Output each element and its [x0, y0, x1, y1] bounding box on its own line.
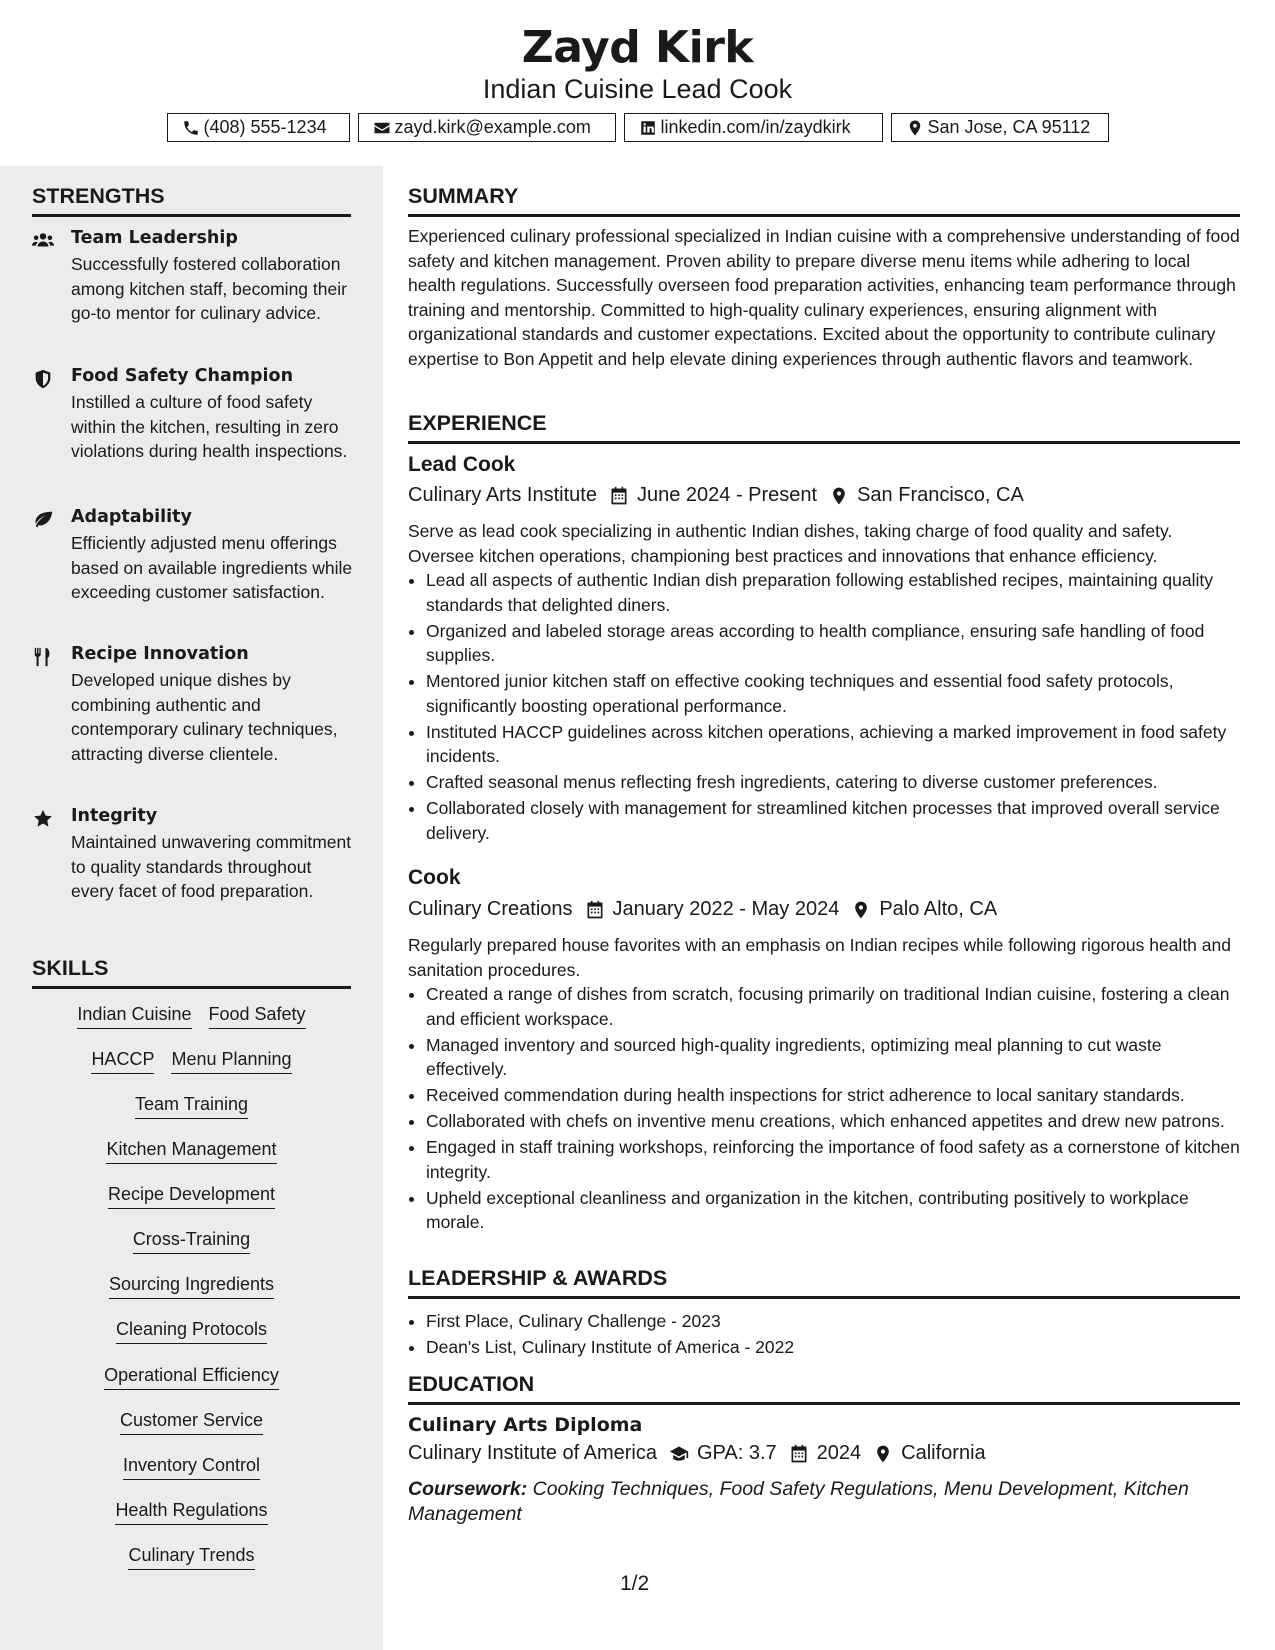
calendar-icon [585, 900, 605, 920]
skill-tag: Inventory Control [123, 1455, 260, 1480]
skill-tag: Team Training [135, 1094, 248, 1119]
skill-row [32, 1184, 351, 1209]
skills-heading: SKILLS [32, 956, 351, 989]
shield-icon [32, 369, 56, 389]
job-meta [408, 484, 1024, 507]
education-location: California [901, 1442, 986, 1464]
location-text: San Jose, CA 95112 [927, 117, 1091, 137]
skill-tag: Culinary Trends [128, 1545, 254, 1570]
job-title: Lead Cook [408, 453, 516, 476]
skill-tag: HACCP [91, 1049, 154, 1074]
job-company: Culinary Creations [408, 898, 573, 920]
calendar-icon [789, 1444, 809, 1464]
coursework-text: Cooking Techniques, Food Safety Regulations, Menu Development, Kitchen Management [408, 1478, 1189, 1525]
map-pin-icon [906, 119, 924, 137]
email-text: zayd.kirk@example.com [394, 117, 591, 137]
skill-tag: Food Safety [209, 1004, 306, 1029]
strength-desc: Successfully fostered collaboration among kitchen staff, becoming their go-to mentor for culinary advice. [71, 254, 347, 323]
job-bullets [408, 982, 1240, 1236]
skill-row [32, 1545, 351, 1570]
strength-title: Integrity [71, 806, 158, 826]
skill-row [32, 1049, 351, 1074]
education-meta [408, 1442, 986, 1465]
contact-email[interactable] [358, 113, 616, 142]
education-degree: Culinary Arts Diploma [408, 1414, 643, 1436]
experience-heading: EXPERIENCE [408, 411, 1240, 444]
awards-list [408, 1309, 1240, 1361]
strengths-heading: STRENGTHS [32, 184, 351, 217]
star-icon [32, 809, 56, 829]
job-company: Culinary Arts Institute [408, 484, 597, 506]
job-dates: June 2024 - Present [636, 484, 818, 506]
job-title: Cook [408, 866, 461, 889]
map-pin-icon [851, 900, 871, 920]
summary-text: Experienced culinary professional specialized in Indian cuisine with a comprehensive understanding of food safety and kitchen management. Proven ability to prepare diverse menu items while adhering to local health regulations. Successfully overseen food preparation activities, enhancing team performance through training and mentorship. Committed to high-quality culinary experiences, ensuring alignment with organizational standards and customer expectations. Excited about the opportunity to contribute culinary expertise to Bon Appetit and help elevate dining experiences through authentic flavors and teamwork. [408, 226, 1240, 369]
skill-tag: Cleaning Protocols [116, 1319, 267, 1344]
list-item: • Mentored junior kitchen staff on effective cooking techniques and essential food safety protocols, significantly boosting operational performance. [426, 669, 1240, 718]
strength-title: Recipe Innovation [71, 644, 249, 664]
coursework-label: Coursework: [408, 1478, 528, 1500]
skill-tag: Menu Planning [171, 1049, 291, 1074]
strength-title: Team Leadership [71, 228, 238, 248]
page-number: 1/2 [620, 1572, 650, 1595]
job-description: Serve as lead cook specializing in authentic Indian dishes, taking charge of food quality and safety. Oversee kitchen operations, championing best practices and innovations that enhance efficiency. [408, 521, 1173, 566]
skill-row [32, 1455, 351, 1480]
map-pin-icon [829, 486, 849, 506]
job-bullets [408, 568, 1240, 847]
strength-desc: Instilled a culture of food safety within the kitchen, resulting in zero violations during health inspections. [71, 392, 348, 461]
utensils-icon [32, 647, 56, 667]
strength-desc: Maintained unwavering commitment to quality standards throughout every facet of food preparation. [71, 832, 352, 901]
list-item: • Received commendation during health inspections for strict adherence to local sanitary standards. [426, 1083, 1240, 1108]
skill-tag: Customer Service [120, 1410, 263, 1435]
resume-header [0, 0, 1275, 166]
map-pin-icon [873, 1444, 893, 1464]
awards-heading: LEADERSHIP & AWARDS [408, 1266, 1240, 1299]
list-item: • First Place, Culinary Challenge - 2023 [426, 1309, 1240, 1334]
education-gpa: GPA: 3.7 [697, 1442, 777, 1464]
candidate-name: Zayd Kirk [521, 22, 754, 73]
list-item: • Crafted seasonal menus reflecting fresh ingredients, catering to diverse customer preferences. [426, 770, 1240, 795]
education-year: 2024 [816, 1442, 862, 1464]
skill-row [32, 1274, 351, 1299]
contact-location [891, 113, 1109, 142]
list-item: • Collaborated closely with management for streamlined kitchen processes that improved overall service delivery. [426, 796, 1240, 845]
job-meta [408, 898, 997, 921]
linkedin-text: linkedin.com/in/zaydkirk [660, 117, 851, 137]
list-item: • Managed inventory and sourced high-quality ingredients, optimizing meal planning to cut waste effectively. [426, 1033, 1240, 1082]
phone-text: (408) 555-1234 [203, 117, 327, 137]
list-item: • Lead all aspects of authentic Indian dish preparation following established recipes, maintaining quality standards that delighted diners. [426, 568, 1240, 617]
job-dates: January 2022 - May 2024 [612, 898, 840, 920]
graduation-cap-icon [669, 1444, 689, 1464]
skill-row [32, 1004, 351, 1029]
strength-title: Adaptability [71, 507, 192, 527]
list-item: • Dean's List, Culinary Institute of America - 2022 [426, 1335, 1240, 1360]
list-item: • Engaged in staff training workshops, reinforcing the importance of food safety as a cornerstone of kitchen integrity. [426, 1135, 1240, 1184]
skill-row [32, 1365, 351, 1390]
skill-row [32, 1139, 351, 1164]
job-location: San Francisco, CA [857, 484, 1024, 506]
list-item: • Organized and labeled storage areas according to health compliance, ensuring safe handling of food supplies. [426, 619, 1240, 668]
skill-row [32, 1319, 351, 1344]
skill-row [32, 1500, 351, 1525]
sidebar [0, 166, 383, 1650]
job-description: Regularly prepared house favorites with an emphasis on Indian recipes while following rigorous health and sanitation procedures. [408, 935, 1231, 980]
skill-row [32, 1229, 351, 1254]
calendar-icon [609, 486, 629, 506]
list-item: • Upheld exceptional cleanliness and organization in the kitchen, contributing positively to workplace morale. [426, 1186, 1240, 1235]
skill-tag: Recipe Development [108, 1184, 275, 1209]
skill-tag: Operational Efficiency [104, 1365, 279, 1390]
linkedin-icon [639, 119, 657, 137]
strength-desc: Efficiently adjusted menu offerings based on available ingredients while exceeding customer satisfaction. [71, 533, 353, 602]
strength-desc: Developed unique dishes by combining authentic and contemporary culinary techniques, attracting diverse clientele. [71, 670, 338, 764]
skill-tag: Kitchen Management [106, 1139, 276, 1164]
phone-icon [182, 119, 200, 137]
skill-tag: Indian Cuisine [77, 1004, 191, 1029]
list-item: • Created a range of dishes from scratch, focusing primarily on traditional Indian cuisine, fostering a clean and efficient workspace. [426, 982, 1240, 1031]
education-heading: EDUCATION [408, 1372, 1240, 1405]
skill-tag: Cross-Training [133, 1229, 250, 1254]
list-item: • Collaborated with chefs on inventive menu creations, which enhanced appetites and drew new patrons. [426, 1109, 1240, 1134]
summary-heading: SUMMARY [408, 184, 1240, 217]
skill-row [32, 1410, 351, 1435]
contact-linkedin[interactable] [624, 113, 883, 142]
contact-bar [0, 113, 1275, 142]
envelope-icon [373, 119, 391, 137]
skill-tag: Sourcing Ingredients [109, 1274, 274, 1299]
list-item: • Instituted HACCP guidelines across kitchen operations, achieving a marked improvement in food safety incidents. [426, 720, 1240, 769]
skill-tag: Health Regulations [115, 1500, 267, 1525]
leaf-icon [32, 510, 56, 530]
skill-row [32, 1094, 351, 1119]
strength-title: Food Safety Champion [71, 366, 294, 386]
contact-phone[interactable] [167, 113, 350, 142]
job-location: Palo Alto, CA [879, 898, 998, 920]
users-icon [32, 231, 56, 251]
education-school: Culinary Institute of America [408, 1442, 657, 1464]
coursework [408, 1477, 1240, 1526]
candidate-role: Indian Cuisine Lead Cook [482, 74, 793, 104]
